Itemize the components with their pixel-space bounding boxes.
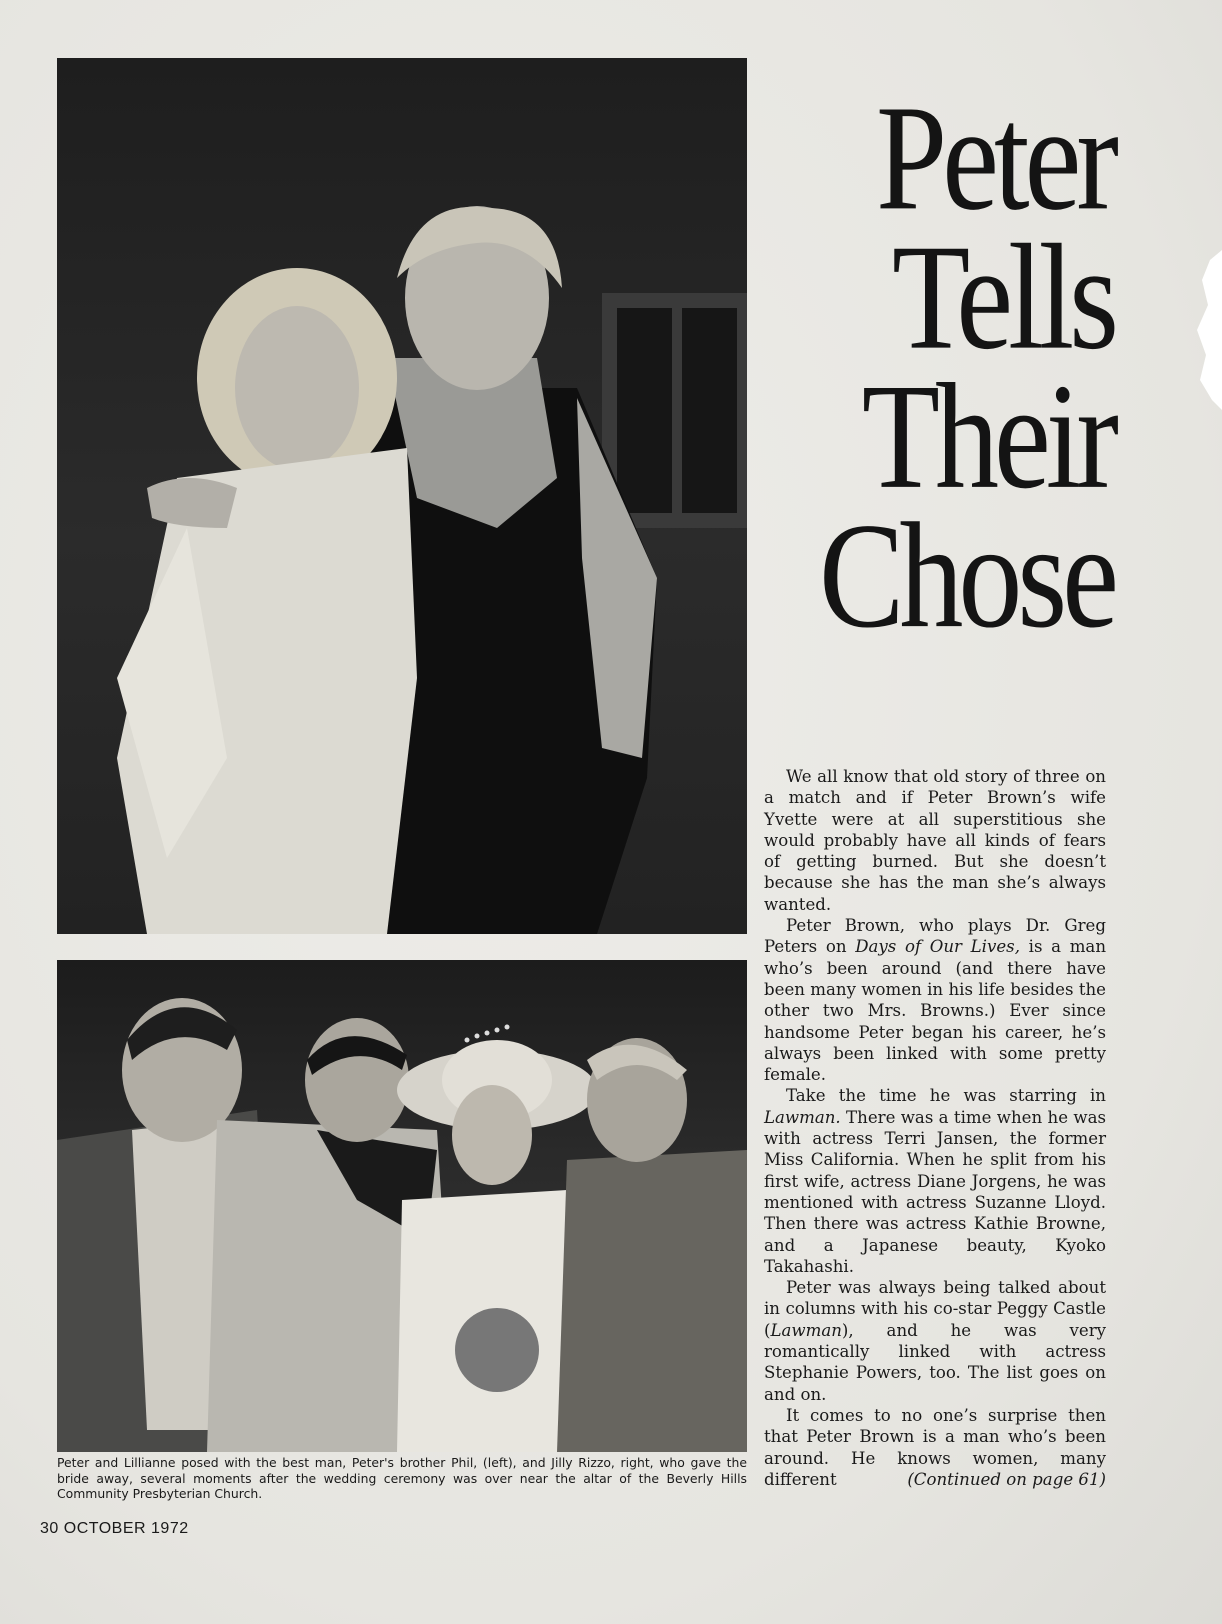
- article-paragraph: [764, 1085, 1106, 1277]
- article-paragraph: [764, 1277, 1106, 1405]
- headline-line-4: Chose: [819, 491, 1114, 660]
- wedding-group-photo: [57, 960, 747, 1452]
- continued-jump: (Continued on page 61): [907, 1469, 1106, 1489]
- torn-edge: [1162, 250, 1222, 410]
- text-span: Peter Brown, who plays Dr. Greg Peters on: [764, 916, 1106, 957]
- show-title: Days of Our Lives,: [855, 937, 1020, 957]
- couple-portrait-photo: [57, 58, 747, 934]
- show-title: Lawman: [770, 1320, 842, 1340]
- article-paragraph: [764, 915, 1106, 1085]
- article-paragraph: [764, 1405, 1106, 1490]
- text-span: There was a time when he was with actress Terri Jansen, the former Miss California. When he split from his first wife, actress Diane Jorgens, he was mentioned with actress Suzanne Lloyd. Then there was actress Kathie Browne, and a Japanese beauty, Kyoko Takahashi.: [764, 1107, 1106, 1276]
- text-span: ), and he was very romantically linked with actress Stephanie Powers, too. The list goes on and on.: [764, 1320, 1106, 1404]
- show-title: Lawman.: [764, 1107, 841, 1127]
- article-body: [764, 766, 1106, 1490]
- photo-caption: Peter and Lillianne posed with the best man, Peter's brother Phil, (left), and Jilly Rizzo, right, who gave the bride away, several moments after the wedding ceremony was over near the altar of the Beverly Hills Community Presbyterian Church.: [57, 1455, 747, 1501]
- text-span: Peter was always being talked about in columns with his co-star Peggy Castle (: [764, 1278, 1106, 1340]
- article-paragraph: We all know that old story of three on a match and if Peter Brown’s wife Yvette were at all superstitious she would probably have all kinds of fears of getting burned. But she doesn’t because she has the man she’s always wanted.: [764, 767, 1106, 914]
- page-folio: 30 OCTOBER 1972: [40, 1520, 189, 1537]
- photo-illustration: [57, 58, 747, 934]
- headline-line-1: Peter: [876, 73, 1114, 242]
- article-headline: [819, 73, 1114, 660]
- text-span: is a man who’s been around (and there have been many women in his life besides the other two Mrs. Browns.) Ever since handsome Peter began his career, he’s always been linked with some pretty female.: [764, 937, 1107, 1085]
- text-span: It comes to no one’s surprise then that Peter Brown is a man who’s been around. He knows women, many different: [764, 1405, 1106, 1489]
- headline-line-3: Their: [861, 352, 1114, 520]
- text-span: Take the time he was starring in: [786, 1086, 1106, 1106]
- photo-illustration: [57, 960, 747, 1452]
- headline-line-2: Tells: [892, 213, 1114, 381]
